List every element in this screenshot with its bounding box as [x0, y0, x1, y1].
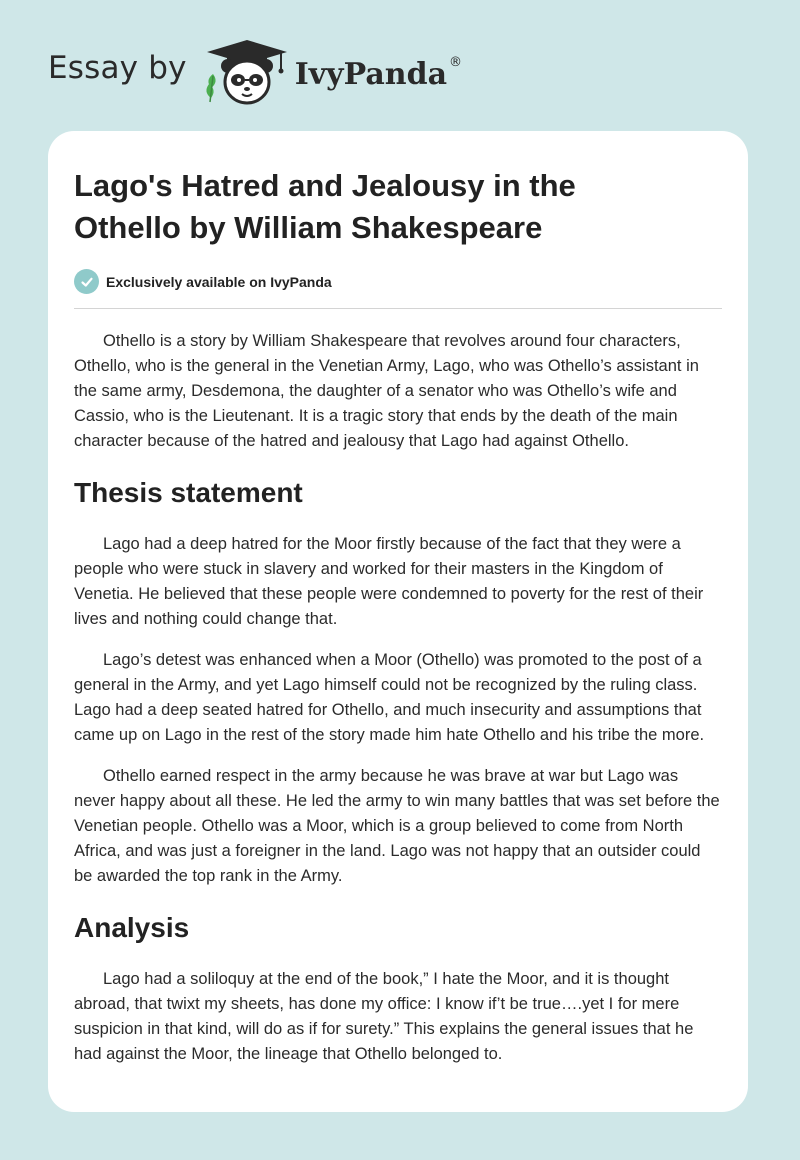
registered-mark: ®: [449, 54, 463, 70]
intro-paragraph: Othello is a story by William Shakespeare that revolves around four characters, Othello, who is the general in the Venetian Army, Lago, who was Othello’s assistant in the same army, Desdemona, the daughter of a senator who was Othello’s wife and Cassio, who is the Lieutenant. It is a tragic story that ends by the death of the main character because of the hatred and jealousy that Lago had against Othello.: [74, 332, 699, 450]
availability-text: Exclusively available on IvyPanda: [106, 273, 332, 290]
essay-title-line-2: Othello by William Shakespeare: [74, 210, 543, 245]
panda-logo-icon: [201, 36, 293, 108]
availability-badge: [74, 269, 722, 294]
divider: [74, 308, 722, 309]
section-heading-analysis: Analysis: [74, 912, 190, 943]
brand-name: IvyPanda: [294, 56, 448, 92]
brand-header: [48, 36, 462, 108]
check-circle-icon: [74, 269, 99, 294]
section-heading-thesis: Thesis statement: [74, 477, 303, 508]
body-paragraph: Lago had a soliloquy at the end of the book,” I hate the Moor, and it is thought abroad, that twixt my sheets, has done my office: I know if’t be true….yet I for mere suspicion in that kind, will do as if for surety.” This explains the general issues that he had against the Moor, the lineage that Othello belonged to.: [74, 970, 694, 1063]
brand-prefix: Essay by: [48, 50, 187, 86]
body-paragraph: Lago’s detest was enhanced when a Moor (Othello) was promoted to the post of a general in the Army, and yet Lago himself could not be recognized by the ruling class. Lago had a deep seated hatred for Othello, and much insecurity and assumptions that came up on Lago in the rest of the story made him hate Othello and his tribe the more.: [74, 651, 705, 744]
essay-title-line-1: Lago's Hatred and Jealousy in the: [74, 168, 576, 203]
body-paragraph: Othello earned respect in the army because he was brave at war but Lago was never happy about all these. He led the army to win many battles that was set before the Venetian people. Othello was a Moor, which is a group believed to come from North Africa, and was just a foreigner in the land. Lago was not happy that an outsider could be awarded the top rank in the Army.: [74, 767, 720, 885]
essay-card: [48, 131, 748, 1112]
essay-title: [74, 165, 722, 249]
body-paragraph: Lago had a deep hatred for the Moor firstly because of the fact that they were a people who were stuck in slavery and worked for their masters in the Kingdom of Venetia. He believed that these people were condemned to poverty for the rest of their lives and nothing could change that.: [74, 535, 704, 628]
